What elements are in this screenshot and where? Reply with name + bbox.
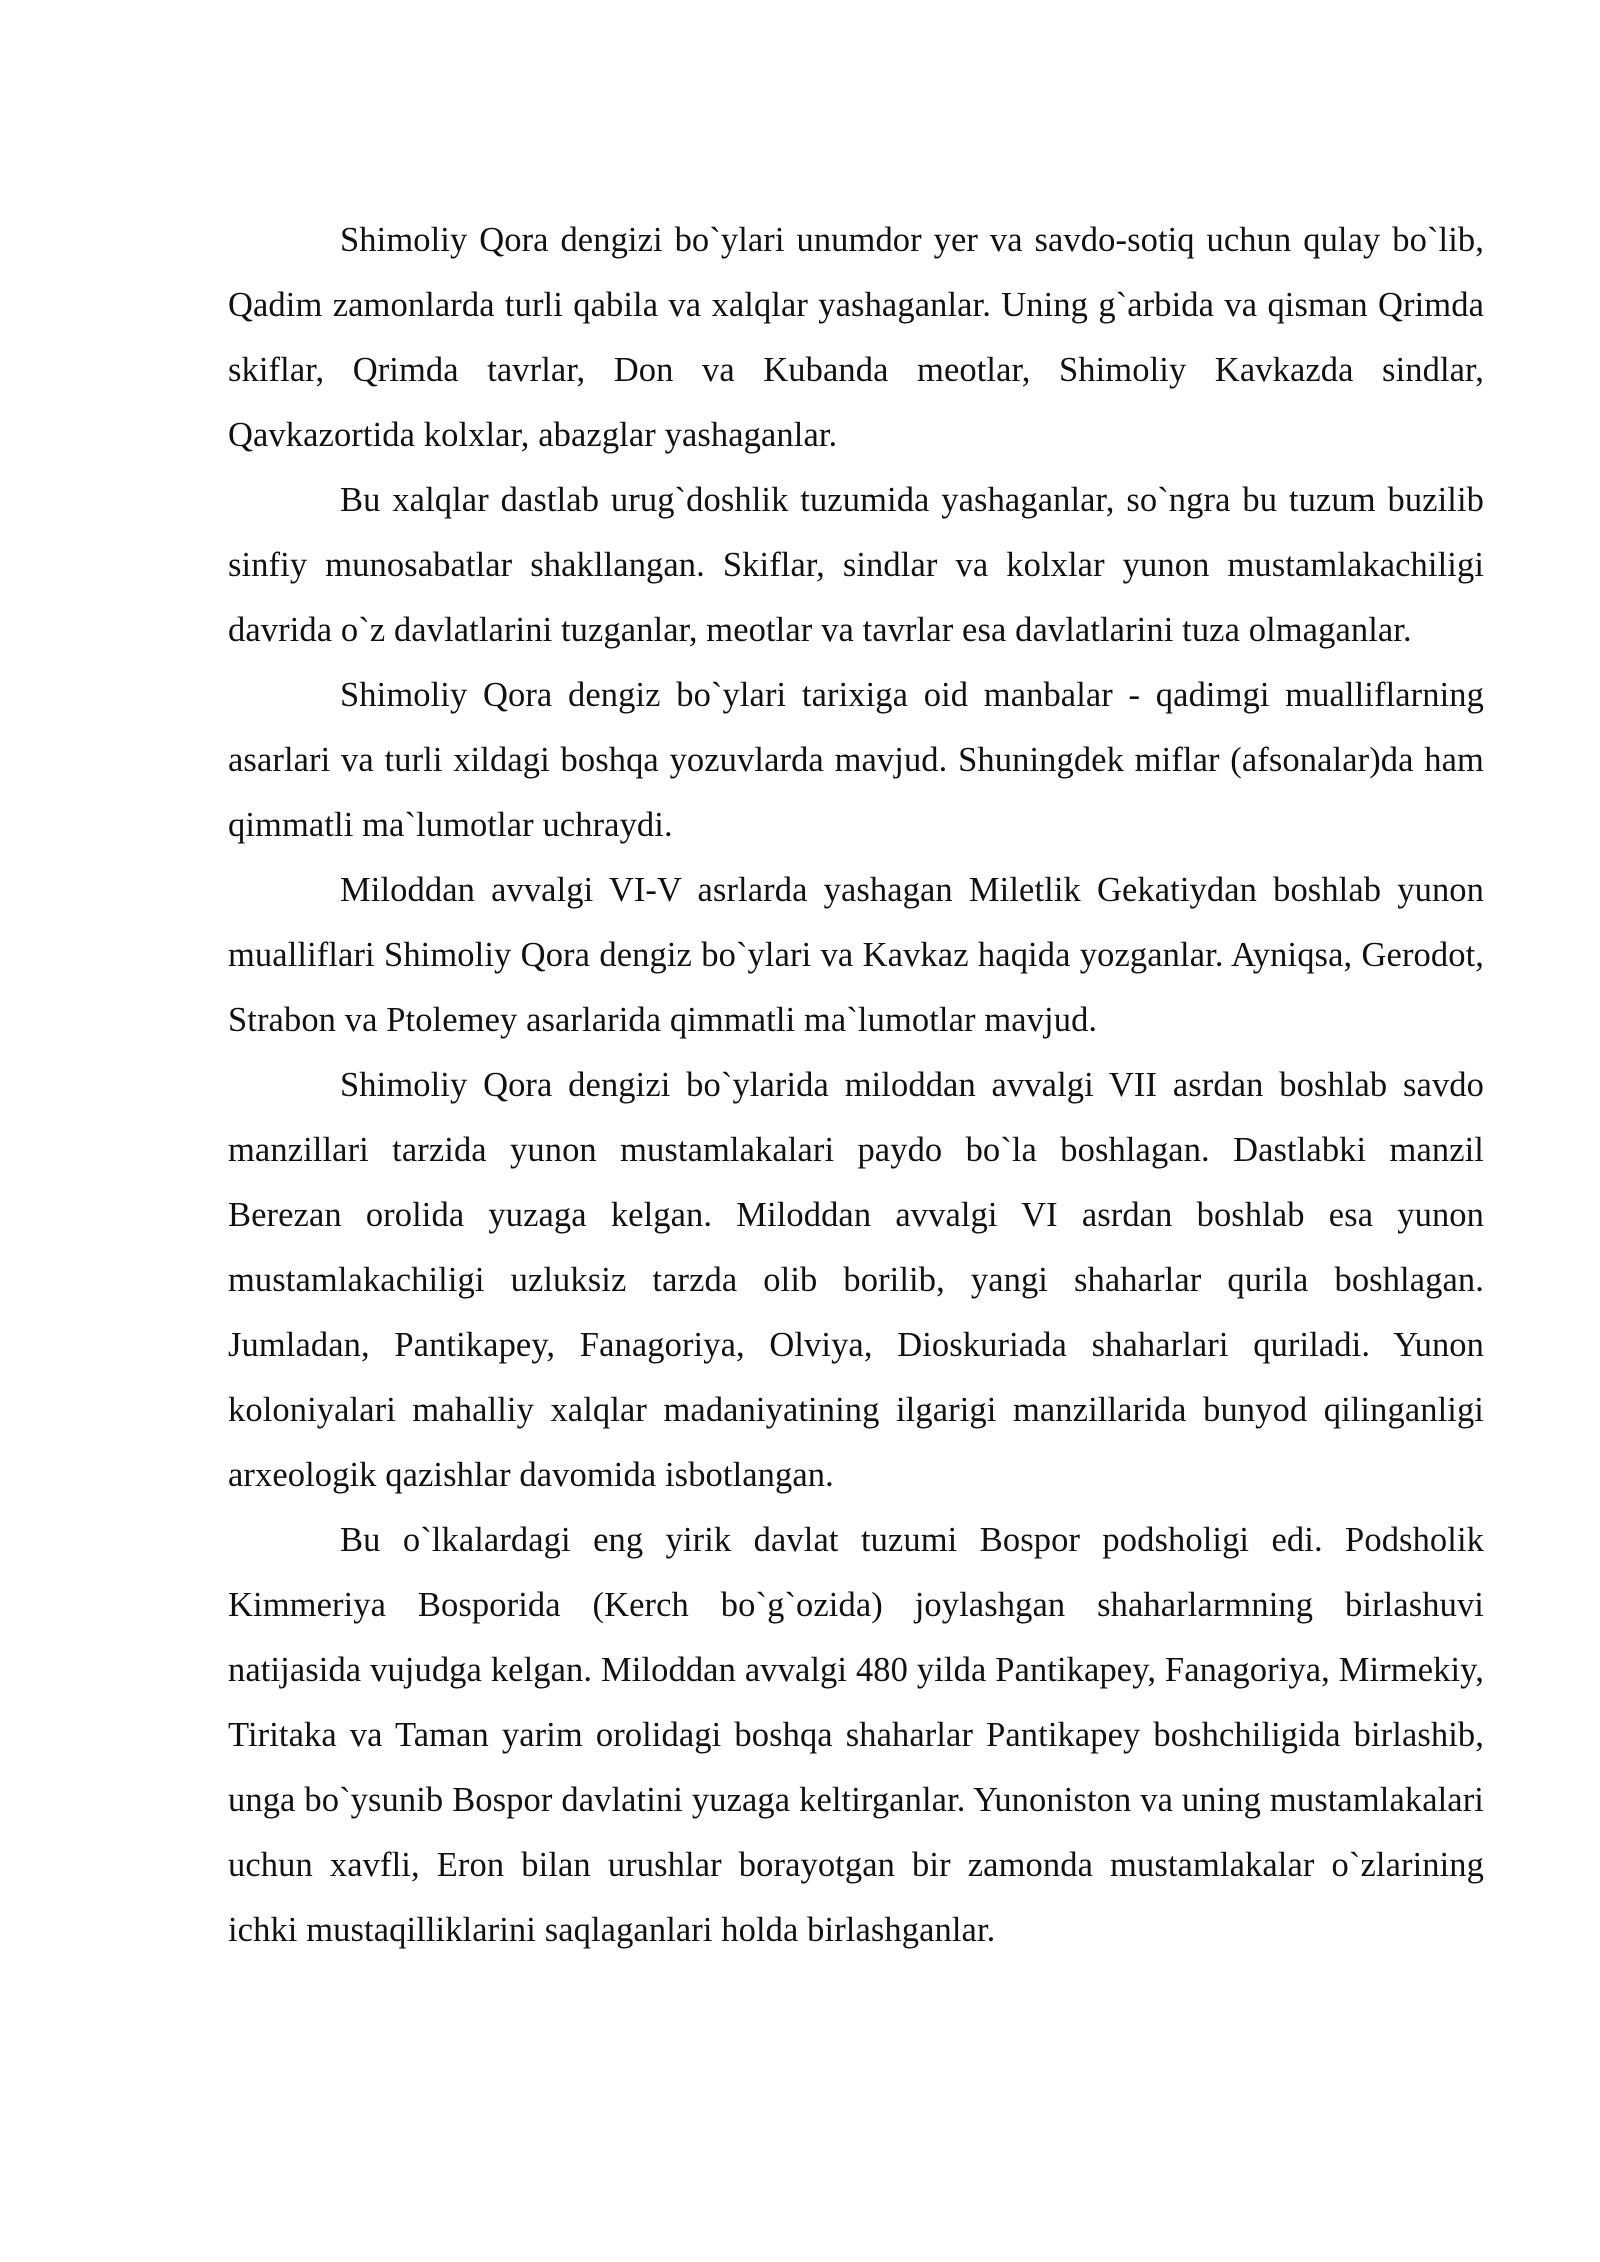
paragraph-bosporan-kingdom: Bu o`lkalardagi eng yirik davlat tuzumi Bospor podsholigi edi. Podsholik Kimmeriya Bosporida (Kerch bo`g`ozida) joylashgan shaharlarmning birlashuvi natijasida vujudga kelgan. Miloddan avvalgi 480 yilda Pantikapey, Fanagoriya, Mirmekiy, Tiritaka va Taman yarim orolidagi boshqa shaharlar Pantikapey boshchiligida birlashib, unga bo`ysunib Bospor davlatini yuzaga keltirganlar. Yunoniston va uning mustamlakalari uchun xavfli, Eron bilan urushlar borayotgan bir zamonda mustamlakalar o`zlarining ichki mustaqilliklarini saqlaganlari holda birlashganlar. [228,1521,1484,1949]
paragraph-social-structure: Bu xalqlar dastlab urug`doshlik tuzumida yashaganlar, so`ngra bu tuzum buzilib sinfiy munosabatlar shakllangan. Skiflar, sindlar va kolxlar yunon mustamlakachiligi davrida o`z davlatlarini tuzganlar, meotlar va tavrlar esa davlatlarini tuza olmaganlar. [228,481,1484,649]
paragraph-black-sea-peoples: Shimoliy Qora dengizi bo`ylari unumdor yer va savdo-sotiq uchun qulay bo`lib, Qadim zamonlarda turli qabila va xalqlar yashaganlar. Uning g`arbida va qisman Qrimda skiflar, Qrimda tavrlar, Don va Kubanda meotlar, Shimoliy Kavkazda sindlar, Qavkazortida kolxlar, abazglar yashaganlar. [228,221,1484,454]
paragraph-greek-colonies: Shimoliy Qora dengizi bo`ylarida miloddan avvalgi VII asrdan boshlab savdo manzillari tarzida yunon mustamlakalari paydo bo`la boshlagan. Dastlabki manzil Berezan orolida yuzaga kelgan. Miloddan avvalgi VI asrdan boshlab esa yunon mustamlakachiligi uzluksiz tarzda olib borilib, yangi shaharlar qurila boshlagan. Jumladan, Pantikapey, Fanagoriya, Olviya, Dioskuriada shaharlari quriladi. Yunon koloniyalari mahalliy xalqlar madaniyatining ilgarigi manzillarida bunyod qilinganligi arxeologik qazishlar davomida isbotlangan. [228,1066,1484,1494]
paragraph-greek-authors: Miloddan avvalgi VI-V asrlarda yashagan Miletlik Gekatiydan boshlab yunon mualliflari Shimoliy Qora dengiz bo`ylari va Kavkaz haqida yozganlar. Ayniqsa, Gerodot, Strabon va Ptolemey asarlarida qimmatli ma`lumotlar mavjud. [228,871,1484,1039]
document-page [228,208,1484,1963]
paragraph-historical-sources: Shimoliy Qora dengiz bo`ylari tarixiga oid manbalar - qadimgi mualliflarning asarlari va turli xildagi boshqa yozuvlarda mavjud. Shuningdek miflar (afsonalar)da ham qimmatli ma`lumotlar uchraydi. [228,676,1484,844]
